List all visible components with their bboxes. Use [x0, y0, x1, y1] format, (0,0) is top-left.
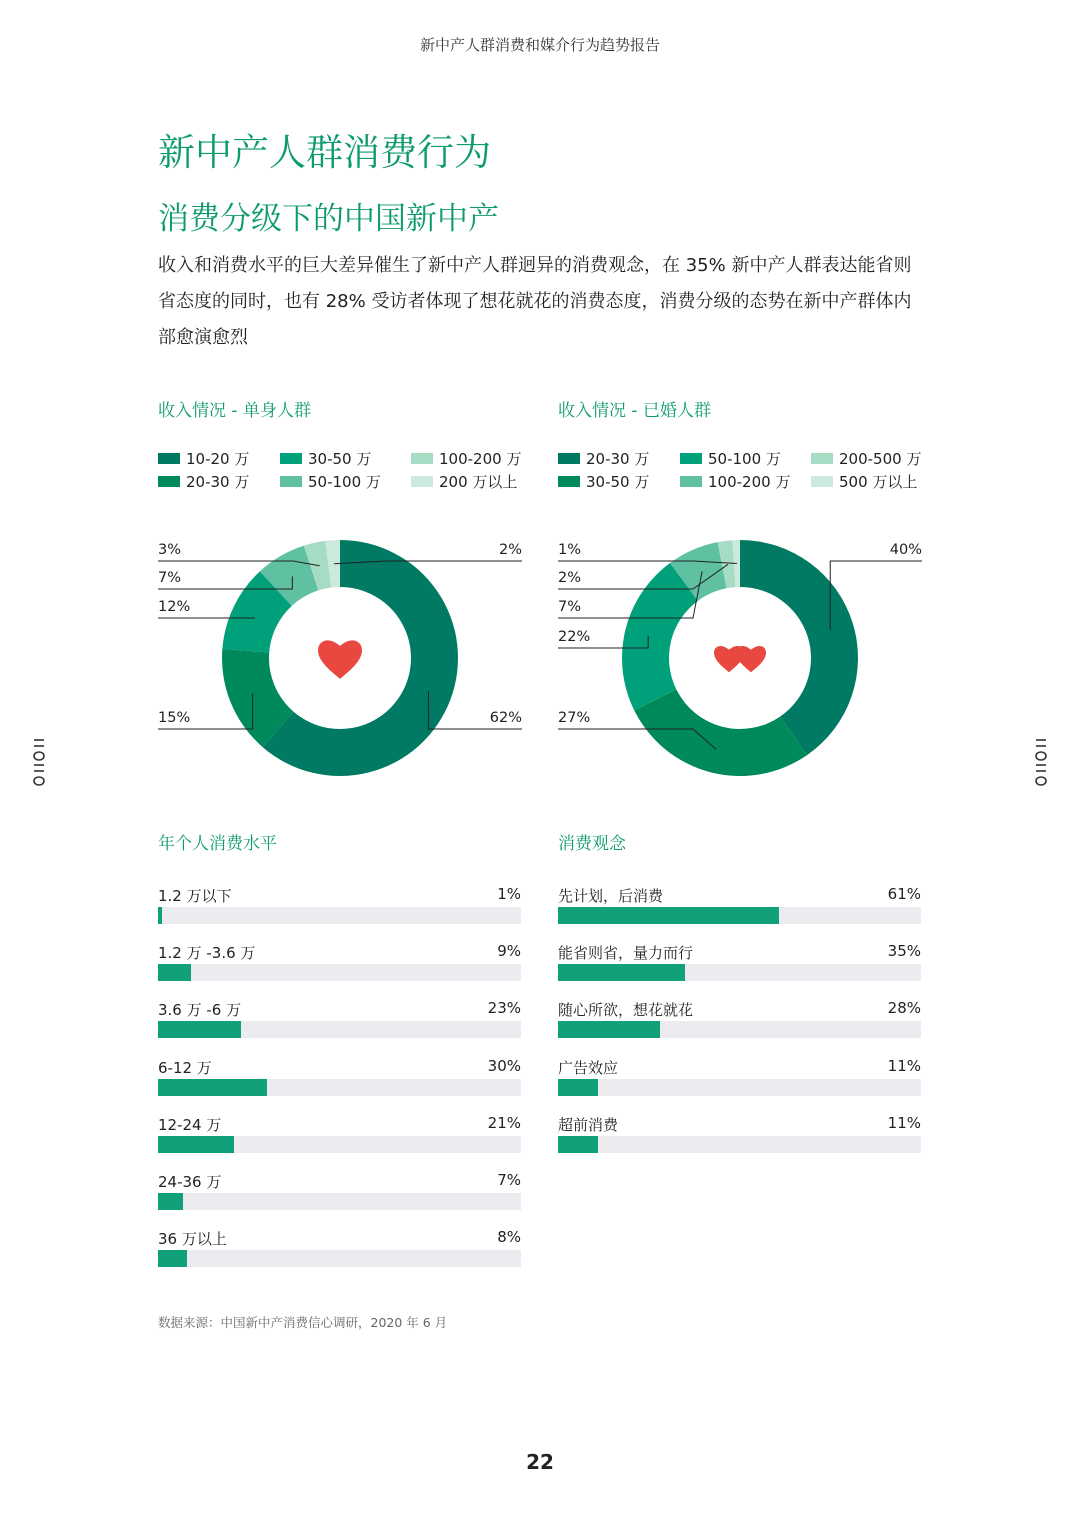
legend-item	[280, 449, 371, 469]
bar-row	[158, 1171, 521, 1211]
chart-title-consumption-attitude: 消费观念	[558, 834, 626, 854]
bar-row	[558, 942, 921, 982]
bar-fill	[558, 1136, 598, 1153]
bar-category-label: 1.2 万 -3.6 万	[158, 944, 256, 963]
legend-swatch	[811, 453, 833, 464]
legend-swatch	[680, 476, 702, 487]
bar-value-label: 61%	[887, 885, 921, 903]
side-mark-circle	[1036, 777, 1046, 785]
bar-track	[558, 964, 921, 981]
bar-track	[558, 907, 921, 924]
bar-value-label: 9%	[497, 942, 521, 961]
section-subtitle: 消费分级下的中国新中产	[158, 201, 499, 237]
chart-title-single: 收入情况 - 单身人群	[158, 401, 311, 421]
bar-category-label: 3.6 万 -6 万	[158, 1001, 242, 1020]
chart-title-married: 收入情况 - 已婚人群	[558, 401, 711, 421]
bar-category-label: 6-12 万	[158, 1058, 212, 1077]
bar-fill	[158, 1250, 187, 1267]
bar-fill	[558, 907, 779, 924]
bar-row	[158, 885, 521, 925]
legend-single	[158, 449, 523, 499]
bar-value-label: 11%	[887, 1113, 921, 1132]
slice-value-label: 3%	[158, 542, 182, 558]
bar-value-label: 7%	[497, 1171, 521, 1189]
legend-label: 200-500 万	[839, 450, 922, 468]
slice-value-label: 12%	[158, 599, 191, 615]
bar-row	[158, 1057, 521, 1097]
legend-swatch	[411, 453, 433, 464]
side-mark-right	[1034, 737, 1048, 795]
report-header-title: 新中产人群消费和媒介行为趋势报告	[419, 36, 660, 54]
legend-item	[811, 449, 921, 469]
bar-track	[558, 1021, 921, 1038]
bar-fill	[158, 1079, 267, 1096]
donut-chart-married	[550, 530, 930, 790]
page-number: 22	[526, 1450, 554, 1474]
data-source-note: 数据来源：中国新中产消费信心调研，2020 年 6 月	[158, 1315, 448, 1330]
legend-label: 50-100 万	[308, 473, 381, 491]
bar-track	[158, 964, 521, 981]
legend-label: 30-50 万	[308, 450, 372, 468]
bar-fill	[558, 1079, 598, 1096]
bar-value-label: 35%	[887, 942, 921, 961]
slice-value-label: 7%	[158, 570, 182, 586]
bar-value-label: 11%	[887, 1056, 921, 1075]
legend-label: 20-30 万	[586, 450, 650, 468]
legend-swatch	[158, 453, 180, 464]
bar-fill	[158, 1193, 183, 1210]
legend-item	[280, 472, 381, 492]
legend-item	[811, 472, 917, 492]
bar-fill	[158, 1136, 234, 1153]
bar-category-label: 24-36 万	[158, 1173, 222, 1191]
legend-item	[411, 472, 517, 492]
bar-category-label: 超前消费	[558, 1115, 619, 1134]
bar-category-label: 能省则省，量力而行	[558, 944, 694, 963]
bar-chart-spending-level	[158, 885, 521, 1285]
slice-value-label: 40%	[889, 542, 922, 558]
legend-swatch	[280, 453, 302, 464]
bar-row	[158, 999, 521, 1039]
bar-fill	[158, 907, 162, 924]
legend-item	[558, 449, 649, 469]
slice-value-label: 62%	[489, 710, 522, 726]
bar-fill	[558, 1021, 660, 1038]
legend-swatch	[811, 476, 833, 487]
bar-category-label: 随心所欲，想花就花	[558, 1001, 694, 1020]
legend-swatch	[680, 453, 702, 464]
side-mark-circle	[1036, 752, 1046, 760]
bar-track	[158, 907, 521, 924]
bar-track	[558, 1136, 921, 1153]
legend-label: 10-20 万	[186, 450, 250, 468]
bar-fill	[158, 1021, 241, 1038]
bar-value-label: 30%	[487, 1056, 521, 1075]
slice-value-label: 15%	[158, 710, 191, 726]
bar-track	[158, 1079, 521, 1096]
legend-item	[558, 472, 649, 492]
legend-label: 500 万以上	[839, 473, 918, 491]
slice-value-label: 1%	[558, 542, 582, 558]
bar-track	[158, 1136, 521, 1153]
bar-fill	[558, 964, 685, 981]
bar-row	[558, 999, 921, 1039]
bar-track	[158, 1250, 521, 1267]
slice-value-label: 2%	[558, 570, 582, 586]
bar-value-label: 21%	[487, 1113, 521, 1132]
slice-value-label: 2%	[498, 542, 522, 558]
page-title: 新中产人群消费行为	[158, 131, 491, 174]
legend-label: 50-100 万	[708, 450, 781, 468]
bar-row	[558, 1057, 921, 1097]
slice-value-label: 22%	[558, 629, 591, 645]
bar-category-label: 先计划，后消费	[558, 887, 664, 905]
legend-item	[158, 472, 249, 492]
side-mark-circle	[34, 752, 44, 760]
bar-chart-consumption-attitude	[558, 885, 921, 1185]
legend-label: 100-200 万	[439, 450, 522, 468]
donut-slice	[634, 690, 807, 776]
bar-row	[558, 885, 921, 925]
legend-item	[411, 449, 521, 469]
bar-row	[558, 1114, 921, 1154]
intro-paragraph: 收入和消费水平的巨大差异催生了新中产人群迥异的消费观念，在 35% 新中产人群表达能省则省态度的同时，也有 28% 受访者体现了想花就花的消费态度，消费分级的态势在新中产群体内部愈演愈烈	[158, 255, 912, 348]
bar-row	[158, 1114, 521, 1154]
donut-chart-single	[150, 530, 530, 790]
chart-title-spending-level: 年个人消费水平	[158, 834, 277, 854]
bar-value-label: 23%	[487, 999, 521, 1018]
legend-item	[680, 449, 781, 469]
legend-label: 20-30 万	[186, 473, 250, 491]
legend-swatch	[558, 476, 580, 487]
legend-label: 100-200 万	[708, 473, 791, 491]
bar-value-label: 28%	[887, 999, 921, 1018]
bar-category-label: 1.2 万以下	[158, 887, 232, 905]
bar-fill	[158, 964, 191, 981]
bar-row	[158, 942, 521, 982]
legend-item	[680, 472, 790, 492]
legend-swatch	[158, 476, 180, 487]
heart-icon	[318, 640, 362, 679]
bar-track	[158, 1193, 521, 1210]
side-mark-left	[32, 737, 46, 795]
bar-category-label: 12-24 万	[158, 1115, 222, 1134]
heart-icon	[736, 646, 766, 672]
side-mark-circle	[34, 777, 44, 785]
bar-value-label: 8%	[497, 1228, 521, 1247]
legend-label: 200 万以上	[439, 473, 518, 491]
bar-track	[158, 1021, 521, 1038]
bar-category-label: 36 万以上	[158, 1230, 227, 1249]
bar-category-label: 广告效应	[558, 1058, 619, 1077]
legend-swatch	[558, 453, 580, 464]
legend-swatch	[411, 476, 433, 487]
slice-value-label: 7%	[558, 599, 582, 615]
legend-married	[558, 449, 923, 499]
legend-item	[158, 449, 249, 469]
bar-track	[558, 1079, 921, 1096]
bar-row	[158, 1228, 521, 1268]
bar-value-label: 1%	[497, 885, 521, 903]
legend-label: 30-50 万	[586, 473, 650, 491]
legend-swatch	[280, 476, 302, 487]
slice-value-label: 27%	[558, 710, 591, 726]
